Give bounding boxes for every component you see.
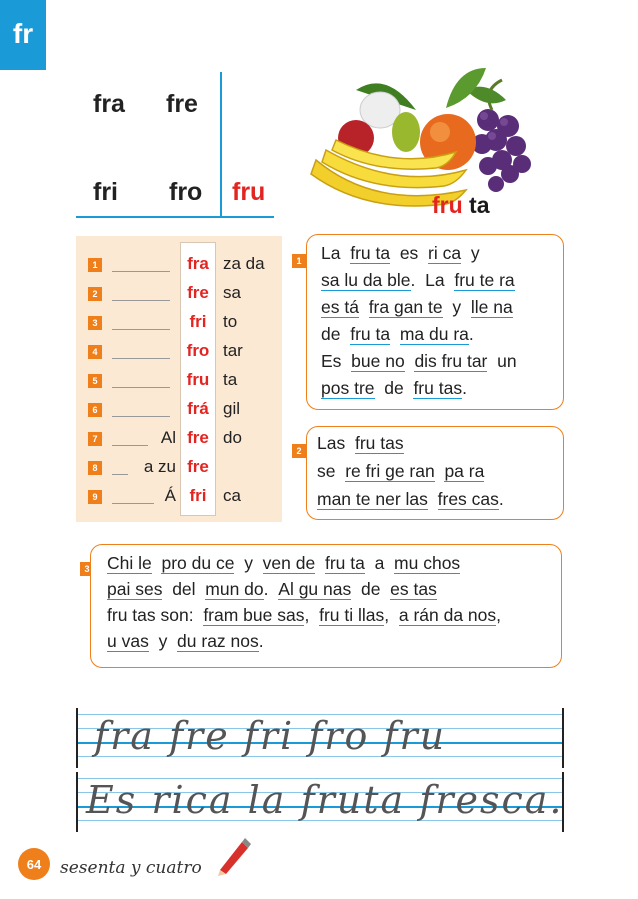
table-row bbox=[76, 339, 282, 365]
blank-line[interactable] bbox=[112, 503, 154, 504]
reading-bubble-1 bbox=[306, 234, 564, 410]
blank-line[interactable] bbox=[112, 387, 170, 388]
blank-line[interactable] bbox=[112, 445, 148, 446]
reading1-line-2: sa lu da ble. La fru te ra bbox=[321, 270, 515, 290]
row-suffix: ca bbox=[223, 486, 241, 505]
row-syllable: fri bbox=[189, 312, 207, 331]
row-number: 9 bbox=[88, 490, 102, 504]
row-number: 3 bbox=[88, 316, 102, 330]
reading-number: 1 bbox=[292, 254, 306, 268]
handwriting-syllables: fra fre fri fro fru bbox=[94, 714, 447, 758]
row-number: 1 bbox=[88, 258, 102, 272]
row-prefix: a zu bbox=[143, 457, 176, 476]
fruit-caption-rest: ta bbox=[462, 192, 490, 218]
reading2-line-2: se re fri ge ran pa ra bbox=[317, 461, 485, 481]
reading1-line-6: pos tre de fru tas. bbox=[321, 378, 467, 398]
syllable-fru: fru bbox=[232, 178, 266, 206]
reading3-line-4: u vas y du raz nos. bbox=[107, 631, 264, 651]
reading3-line-2: pai ses del mun do. Al gu nas de es tas bbox=[107, 579, 437, 599]
row-syllable: frá bbox=[187, 399, 209, 418]
row-syllable: fre bbox=[187, 457, 209, 476]
reading-bubble-3 bbox=[90, 544, 562, 668]
row-syllable: fre bbox=[187, 428, 209, 447]
blank-line[interactable] bbox=[112, 416, 170, 417]
row-syllable: fru bbox=[186, 370, 210, 389]
table-row bbox=[76, 455, 282, 481]
handwriting-guide-1 bbox=[76, 714, 564, 762]
row-syllable: fre bbox=[187, 283, 209, 302]
section-tab bbox=[0, 0, 46, 70]
table-row bbox=[76, 368, 282, 394]
table-row bbox=[76, 426, 282, 452]
blank-line[interactable] bbox=[112, 329, 170, 330]
blank-line[interactable] bbox=[112, 271, 170, 272]
handwriting-sentence: Es rica la fruta fresca. bbox=[86, 778, 564, 822]
row-suffix: gil bbox=[223, 399, 241, 418]
reading1-line-3: es tá fra gan te y lle na bbox=[321, 297, 513, 317]
row-suffix: do bbox=[223, 428, 242, 447]
reading1-line-4: de fru ta ma du ra. bbox=[321, 324, 474, 344]
page-number-words: sesenta y cuatro bbox=[60, 858, 202, 878]
syllable-underline bbox=[222, 216, 274, 218]
section-tab-label: fr bbox=[12, 18, 34, 49]
reading2-line-3: man te ner las fres cas. bbox=[317, 489, 504, 509]
reading-number: 3 bbox=[80, 562, 94, 576]
row-number: 5 bbox=[88, 374, 102, 388]
reading3-line-3: fru tas son: fram bue sas, fru ti llas, a rán da nos, bbox=[107, 605, 502, 625]
row-prefix: Al bbox=[160, 428, 176, 447]
blank-line[interactable] bbox=[112, 300, 170, 301]
row-number: 6 bbox=[88, 403, 102, 417]
table-row bbox=[76, 484, 282, 510]
blank-line[interactable] bbox=[112, 474, 128, 475]
reading2-line-1: Las fru tas bbox=[317, 433, 404, 453]
handwriting-guide-2 bbox=[76, 778, 564, 826]
reading-number: 2 bbox=[292, 444, 306, 458]
syllable-fri: fri bbox=[93, 178, 118, 206]
table-row bbox=[76, 397, 282, 423]
table-row bbox=[76, 252, 282, 278]
word-completion-table bbox=[76, 236, 282, 522]
reading1-line-1: La fru ta es ri ca y bbox=[321, 243, 480, 263]
syllable-fro: fro bbox=[169, 178, 203, 206]
row-number: 2 bbox=[88, 287, 102, 301]
row-suffix: ta bbox=[223, 370, 238, 389]
row-number: 4 bbox=[88, 345, 102, 359]
fruit-caption bbox=[432, 192, 490, 219]
fruit-caption-syllable: fru bbox=[432, 192, 463, 218]
reading-bubble-2 bbox=[306, 426, 564, 520]
row-suffix: sa bbox=[223, 283, 241, 302]
row-suffix: za da bbox=[223, 254, 265, 273]
syllable-box bbox=[76, 72, 222, 218]
row-syllable: fri bbox=[189, 486, 207, 505]
table-row bbox=[76, 310, 282, 336]
table-row bbox=[76, 281, 282, 307]
row-syllable: fro bbox=[186, 341, 210, 360]
fruit-basket-icon bbox=[296, 50, 540, 220]
row-suffix: to bbox=[223, 312, 238, 331]
blank-line[interactable] bbox=[112, 358, 170, 359]
page-number: 64 bbox=[18, 848, 50, 880]
reading3-line-1: Chi le pro du ce y ven de fru ta a mu chos bbox=[107, 553, 461, 573]
syllable-fre: fre bbox=[166, 90, 198, 118]
row-suffix: tar bbox=[223, 341, 243, 360]
pencil-icon bbox=[214, 836, 252, 876]
syllable-fra: fra bbox=[93, 90, 125, 118]
row-syllable: fra bbox=[187, 254, 209, 273]
row-prefix: Á bbox=[164, 486, 176, 505]
row-number: 8 bbox=[88, 461, 102, 475]
row-number: 7 bbox=[88, 432, 102, 446]
reading1-line-5: Es bue no dis fru tar un bbox=[321, 351, 517, 371]
